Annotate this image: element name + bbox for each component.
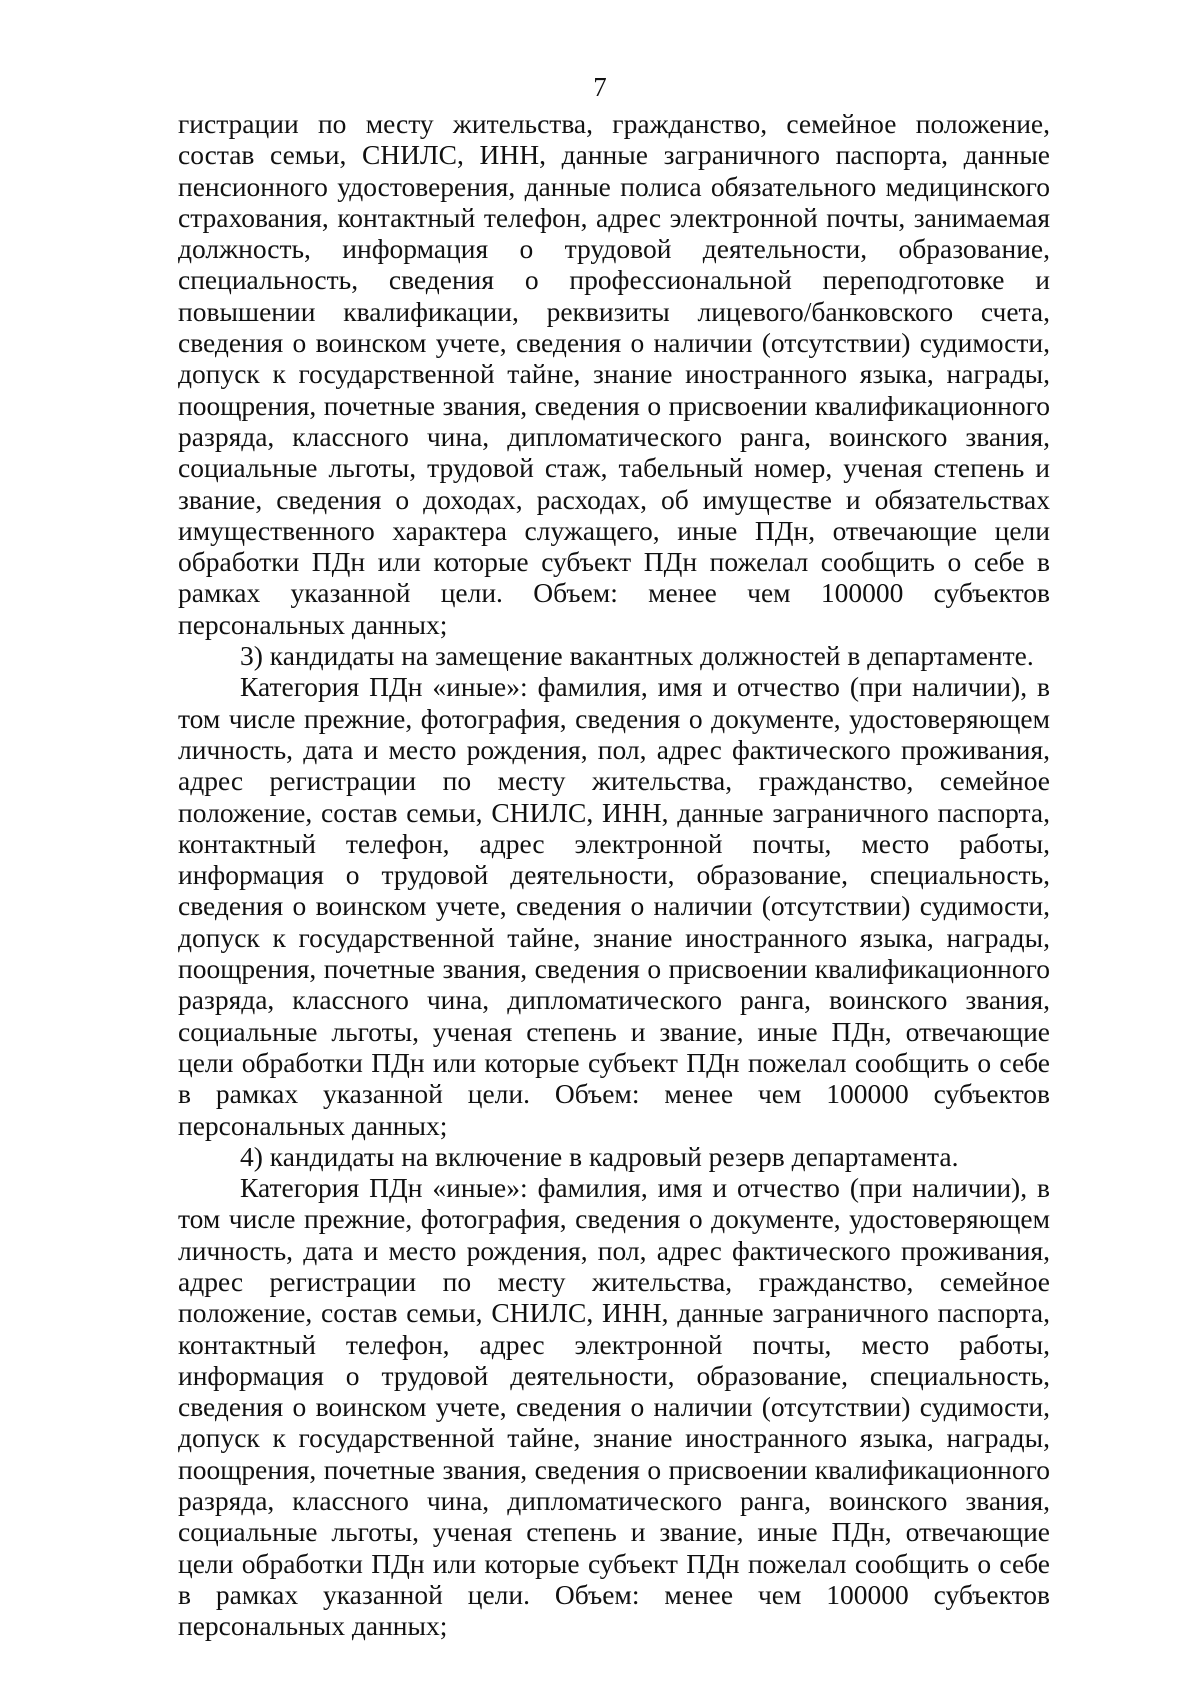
paragraph-item-3-heading: 3) кандидаты на замещение вакантных должностей в департаменте. (240, 640, 1034, 672)
paragraph-item-3-categories: Категория ПДн «иные»: фамилия, имя и отчество (при наличии), в том числе прежние, фотография, сведения о документе, удостоверяющем личность, дата и место рождения, пол, адрес фактического проживания, адрес регистрации по месту жительства, гражданство, семейное положение, состав семьи, СНИЛС, ИНН, данные заграничного паспорта, контактный телефон, адрес электронной почты, место работы, информация о трудовой деятельности, образование, специальность, сведения о воинском учете, сведения о наличии (отсутствии) судимости, допуск к государственной тайне, знание иностранного языка, награды, поощрения, почетные звания, сведения о присвоении квалификационного разряда, классного чина, дипломатического ранга, воинского звания, социальные льготы, ученая степень и звание, иные ПДн, отвечающие цели обработки ПДн или которые субъект ПДн пожелал сообщить о себе в рамках указанной цели. Объем: менее чем 100000 субъектов персональных данных; (178, 671, 1050, 1141)
page-number: 7 (593, 72, 607, 102)
paragraph-continuation: гистрации по месту жительства, гражданство, семейное положение, состав семьи, СНИЛС, ИНН, данные заграничного паспорта, данные пенсионного удостоверения, данные полиса обязательного медицинского страхования, контактный телефон, адрес электронной почты, занимаемая должность, информация о трудовой деятельности, образование, специальность, сведения о профессиональной переподготовке и повышении квалификации, реквизиты лицевого/банковского счета, сведения о воинском учете, сведения о наличии (отсутствии) судимости, допуск к государственной тайне, знание иностранного языка, награды, поощрения, почетные звания, сведения о присвоении квалификационного разряда, классного чина, дипломатического ранга, воинского звания, социальные льготы, трудовой стаж, табельный номер, ученая степень и звание, сведения о доходах, расходах, об имуществе и обязательствах имущественного характера служащего, иные ПДн, отвечающие цели обработки ПДн или которые субъект ПДн пожелал сообщить о себе в рамках указанной цели. Объем: менее чем 100000 субъектов персональных данных; (178, 108, 1050, 640)
paragraph-item-4-categories: Категория ПДн «иные»: фамилия, имя и отчество (при наличии), в том числе прежние, фотография, сведения о документе, удостоверяющем личность, дата и место рождения, пол, адрес фактического проживания, адрес регистрации по месту жительства, гражданство, семейное положение, состав семьи, СНИЛС, ИНН, данные заграничного паспорта, контактный телефон, адрес электронной почты, место работы, информация о трудовой деятельности, образование, специальность, сведения о воинском учете, сведения о наличии (отсутствии) судимости, допуск к государственной тайне, знание иностранного языка, награды, поощрения, почетные звания, сведения о присвоении квалификационного разряда, классного чина, дипломатического ранга, воинского звания, социальные льготы, ученая степень и звание, иные ПДн, отвечающие цели обработки ПДн или которые субъект ПДн пожелал сообщить о себе в рамках указанной цели. Объем: менее чем 100000 субъектов персональных данных; (178, 1172, 1050, 1642)
document-body (178, 108, 1050, 1642)
paragraph-item-4-heading: 4) кандидаты на включение в кадровый резерв департамента. (240, 1140, 959, 1172)
